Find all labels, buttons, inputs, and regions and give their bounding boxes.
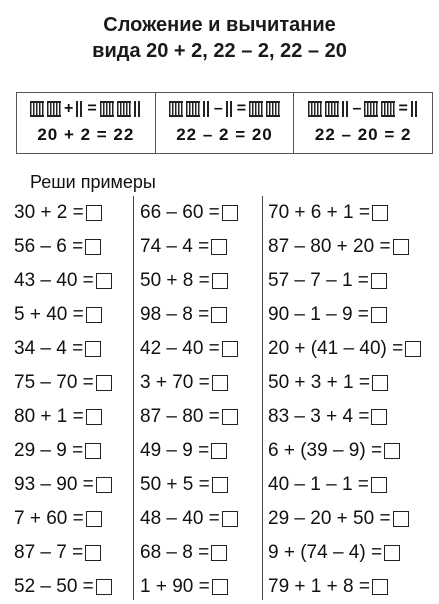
exercise-expression: 52 – 50 = bbox=[14, 576, 94, 597]
answer-box[interactable] bbox=[372, 579, 388, 595]
ten-stick-bundle-icon bbox=[186, 101, 200, 117]
exercise-expression: 40 – 1 – 1 = bbox=[268, 474, 369, 495]
exercise-row bbox=[140, 570, 256, 604]
exercise-row bbox=[14, 502, 130, 536]
answer-box[interactable] bbox=[85, 545, 101, 561]
exercise-row bbox=[268, 298, 436, 332]
ten-stick-bundle-icon bbox=[117, 101, 131, 117]
answer-box[interactable] bbox=[222, 511, 238, 527]
exercise-row bbox=[140, 468, 256, 502]
exercise-expression: 68 – 8 = bbox=[140, 542, 210, 563]
exercise-expression: 70 + 6 + 1 = bbox=[268, 202, 370, 223]
exercise-expression: 29 – 20 + 50 = bbox=[268, 508, 391, 529]
exercise-row bbox=[140, 264, 256, 298]
ten-stick-bundle-icon bbox=[364, 101, 378, 117]
exercise-row bbox=[140, 536, 256, 570]
exercise-row bbox=[268, 502, 436, 536]
answer-box[interactable] bbox=[393, 239, 409, 255]
exercise-expression: 75 – 70 = bbox=[14, 372, 94, 393]
answer-box[interactable] bbox=[371, 307, 387, 323]
exercise-expression: 50 + 8 = bbox=[140, 270, 210, 291]
minus-sign: – bbox=[352, 100, 362, 117]
ten-stick-bundle-icon bbox=[249, 101, 263, 117]
exercise-expression: 83 – 3 + 4 = bbox=[268, 406, 370, 427]
exercise-expression: 29 – 9 = bbox=[14, 440, 84, 461]
exercise-column-3 bbox=[268, 196, 436, 604]
exercise-row bbox=[14, 570, 130, 604]
answer-box[interactable] bbox=[371, 409, 387, 425]
example-equation: 22 – 20 = 2 bbox=[294, 125, 432, 145]
minus-sign: – bbox=[213, 100, 223, 117]
exercise-row bbox=[14, 366, 130, 400]
answer-box[interactable] bbox=[372, 375, 388, 391]
answer-box[interactable] bbox=[86, 307, 102, 323]
exercise-row bbox=[140, 434, 256, 468]
exercise-row bbox=[140, 502, 256, 536]
single-sticks-icon bbox=[134, 101, 142, 117]
answer-box[interactable] bbox=[86, 409, 102, 425]
exercise-row bbox=[14, 434, 130, 468]
exercise-row bbox=[14, 230, 130, 264]
ten-stick-bundle-icon bbox=[47, 101, 61, 117]
exercise-row bbox=[268, 536, 436, 570]
exercise-expression: 79 + 1 + 8 = bbox=[268, 576, 370, 597]
answer-box[interactable] bbox=[85, 341, 101, 357]
answer-box[interactable] bbox=[96, 273, 112, 289]
answer-box[interactable] bbox=[222, 205, 238, 221]
ten-stick-bundle-icon bbox=[30, 101, 44, 117]
answer-box[interactable] bbox=[371, 273, 387, 289]
exercise-expression: 43 – 40 = bbox=[14, 270, 94, 291]
exercise-expression: 87 – 80 + 20 = bbox=[268, 236, 391, 257]
answer-box[interactable] bbox=[212, 477, 228, 493]
answer-box[interactable] bbox=[96, 375, 112, 391]
example-equation: 20 + 2 = 22 bbox=[17, 125, 155, 145]
exercise-expression: 98 – 8 = bbox=[140, 304, 210, 325]
exercise-expression: 66 – 60 = bbox=[140, 202, 220, 223]
exercise-expression: 5 + 40 = bbox=[14, 304, 84, 325]
answer-box[interactable] bbox=[86, 511, 102, 527]
exercise-expression: 50 + 3 + 1 = bbox=[268, 372, 370, 393]
exercise-row bbox=[14, 468, 130, 502]
exercise-row bbox=[14, 196, 130, 230]
exercise-column-1 bbox=[14, 196, 130, 604]
equals-sign: = bbox=[87, 100, 97, 117]
exercise-expression: 80 + 1 = bbox=[14, 406, 84, 427]
exercise-row bbox=[140, 196, 256, 230]
bundles-picture bbox=[156, 99, 294, 119]
exercise-row bbox=[140, 332, 256, 366]
answer-box[interactable] bbox=[85, 443, 101, 459]
column-divider bbox=[133, 196, 134, 600]
single-sticks-icon bbox=[411, 101, 419, 117]
ten-stick-bundle-icon bbox=[169, 101, 183, 117]
exercise-expression: 20 + (41 – 40) = bbox=[268, 338, 404, 359]
exercise-row bbox=[14, 536, 130, 570]
exercise-expression: 6 + (39 – 9) = bbox=[268, 440, 383, 461]
answer-box[interactable] bbox=[96, 579, 112, 595]
exercise-expression: 74 – 4 = bbox=[140, 236, 210, 257]
exercise-row bbox=[268, 196, 436, 230]
ten-stick-bundle-icon bbox=[100, 101, 114, 117]
exercise-row bbox=[268, 434, 436, 468]
exercise-row bbox=[14, 264, 130, 298]
plus-sign: + bbox=[63, 100, 74, 117]
ten-stick-bundle-icon bbox=[266, 101, 280, 117]
answer-box[interactable] bbox=[372, 205, 388, 221]
exercise-expression: 87 – 7 = bbox=[14, 542, 84, 563]
worked-examples-box bbox=[16, 92, 433, 154]
exercise-expression: 93 – 90 = bbox=[14, 474, 94, 495]
exercise-row bbox=[268, 570, 436, 604]
single-sticks-icon bbox=[76, 101, 84, 117]
exercise-column-2 bbox=[140, 196, 256, 604]
answer-box[interactable] bbox=[85, 239, 101, 255]
column-divider bbox=[262, 196, 263, 600]
exercise-row bbox=[14, 400, 130, 434]
answer-box[interactable] bbox=[212, 579, 228, 595]
exercise-expression: 49 – 9 = bbox=[140, 440, 210, 461]
bundles-picture bbox=[17, 99, 155, 119]
ten-stick-bundle-icon bbox=[308, 101, 322, 117]
exercise-expression: 1 + 90 = bbox=[140, 576, 210, 597]
ten-stick-bundle-icon bbox=[381, 101, 395, 117]
exercise-row bbox=[268, 230, 436, 264]
exercise-expression: 90 – 1 – 9 = bbox=[268, 304, 369, 325]
exercise-row bbox=[140, 230, 256, 264]
exercise-row bbox=[268, 332, 436, 366]
exercise-expression: 56 – 6 = bbox=[14, 236, 84, 257]
page-title: Сложение и вычитание bbox=[103, 14, 336, 36]
answer-box[interactable] bbox=[371, 477, 387, 493]
answer-box[interactable] bbox=[211, 545, 227, 561]
exercise-expression: 42 – 40 = bbox=[140, 338, 220, 359]
equals-sign: = bbox=[236, 100, 247, 117]
exercise-expression: 87 – 80 = bbox=[140, 406, 220, 427]
answer-box[interactable] bbox=[96, 477, 112, 493]
ten-stick-bundle-icon bbox=[325, 101, 339, 117]
exercise-expression: 9 + (74 – 4) = bbox=[268, 542, 383, 563]
exercise-expression: 57 – 7 – 1 = bbox=[268, 270, 369, 291]
answer-box[interactable] bbox=[384, 545, 400, 561]
page-subtitle: вида 20 + 2, 22 – 2, 22 – 20 bbox=[92, 40, 347, 62]
answer-box[interactable] bbox=[86, 205, 102, 221]
exercise-expression: 48 – 40 = bbox=[140, 508, 220, 529]
bundles-picture bbox=[294, 99, 432, 119]
exercise-expression: 30 + 2 = bbox=[14, 202, 84, 223]
exercise-expression: 3 + 70 = bbox=[140, 372, 210, 393]
equals-sign: = bbox=[398, 100, 408, 117]
exercise-expression: 7 + 60 = bbox=[14, 508, 84, 529]
answer-box[interactable] bbox=[212, 375, 228, 391]
exercise-row bbox=[14, 298, 130, 332]
answer-box[interactable] bbox=[211, 443, 227, 459]
exercise-row bbox=[14, 332, 130, 366]
single-sticks-icon bbox=[203, 101, 211, 117]
answer-box[interactable] bbox=[212, 273, 228, 289]
answer-box[interactable] bbox=[211, 307, 227, 323]
single-sticks-icon bbox=[226, 101, 234, 117]
example-subtract-units bbox=[156, 93, 295, 153]
answer-box[interactable] bbox=[222, 341, 238, 357]
exercise-row bbox=[140, 366, 256, 400]
instruction-text: Реши примеры bbox=[30, 172, 156, 192]
example-equation: 22 – 2 = 20 bbox=[156, 125, 294, 145]
answer-box[interactable] bbox=[222, 409, 238, 425]
answer-box[interactable] bbox=[211, 239, 227, 255]
answer-box[interactable] bbox=[393, 511, 409, 527]
exercise-row bbox=[268, 264, 436, 298]
example-addition bbox=[17, 93, 156, 153]
exercise-expression: 50 + 5 = bbox=[140, 474, 210, 495]
exercise-row bbox=[268, 400, 436, 434]
single-sticks-icon bbox=[342, 101, 350, 117]
answer-box[interactable] bbox=[384, 443, 400, 459]
exercise-row bbox=[268, 366, 436, 400]
exercise-row bbox=[140, 400, 256, 434]
exercise-row bbox=[140, 298, 256, 332]
example-subtract-tens bbox=[294, 93, 432, 153]
answer-box[interactable] bbox=[405, 341, 421, 357]
exercise-expression: 34 – 4 = bbox=[14, 338, 84, 359]
exercise-row bbox=[268, 468, 436, 502]
